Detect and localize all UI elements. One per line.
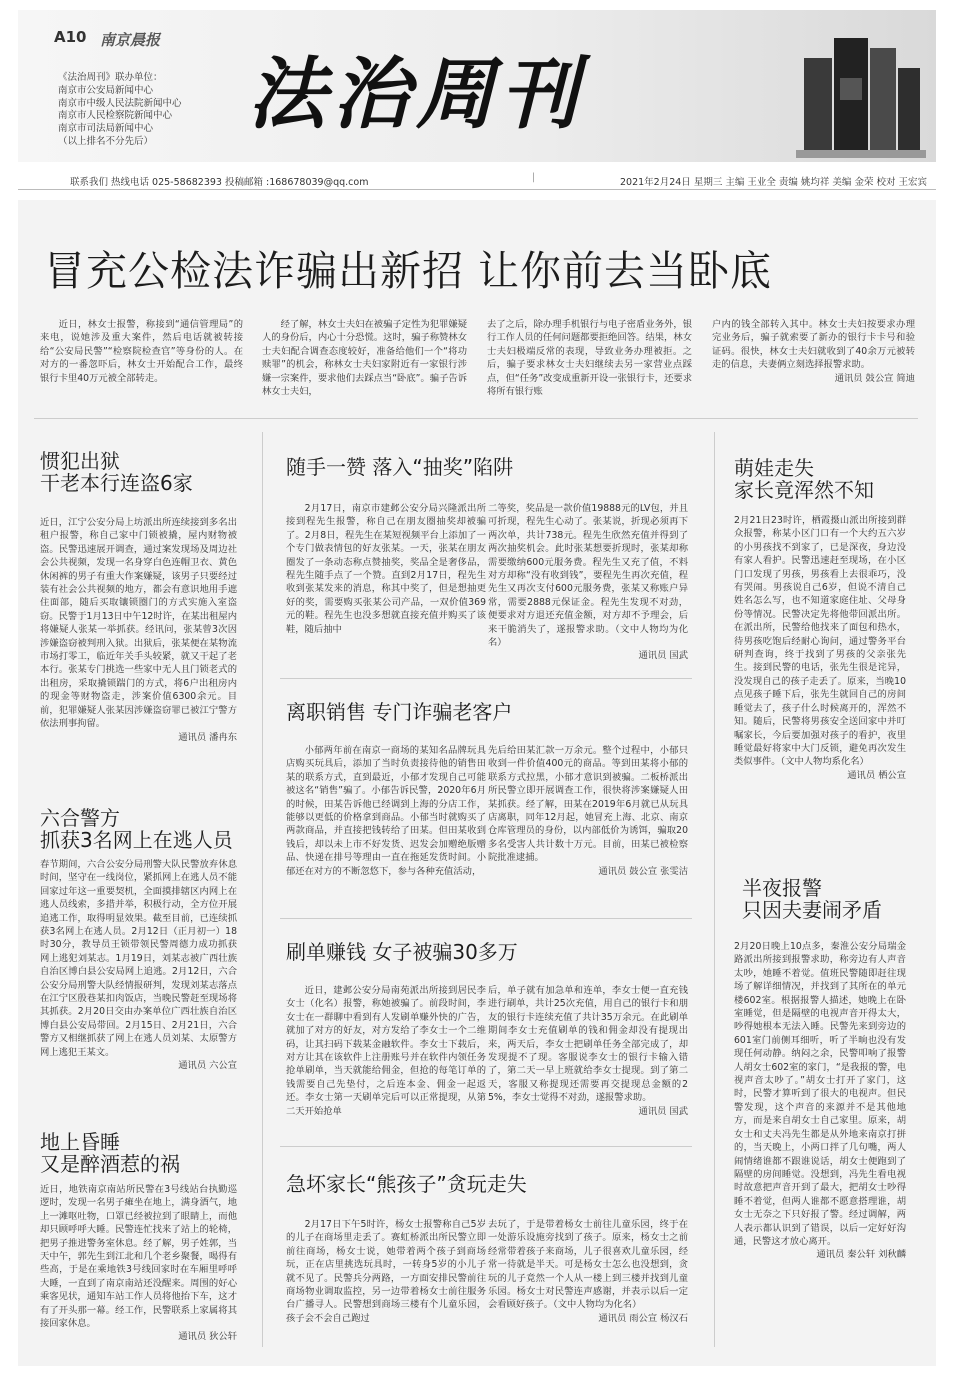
sponsor-list	[58, 72, 258, 149]
law-books-illustration-icon	[796, 18, 926, 158]
article-headline: 萌娃走失	[734, 456, 814, 480]
article-subheadline: 又是醉酒惹的祸	[40, 1152, 180, 1176]
article-headline: 离职销售 专门诈骗老客户	[286, 700, 513, 724]
article-body-col2	[488, 502, 688, 664]
main-headline: 冒充公检法诈骗出新招 让你前去当卧底	[44, 247, 773, 295]
issue-meta: 2021年2月24日 星期三 主编 王业全 责编 姚均祥 美编 金荣 校对 王宏宾	[620, 177, 927, 188]
sponsor-line: 《法治周刊》联办单位：	[58, 72, 163, 83]
article-body	[40, 858, 237, 1102]
byline: 通讯员 雨公宣 杨汉石	[598, 1312, 688, 1324]
article-text: 去玩了，于是带着杨女士前往儿童乐园，终于在一处游乐设施旁找到了孩子。原来，杨女士之前经常带着孩子来商场，儿子很喜欢儿童乐园，经常一待就是半天。可是杨女士怎么也没想到，贪玩的儿子竟然一个人从一楼上到三楼并找到儿童乐园。杨女士对民警连声感谢，并表示以后一定会看顾好孩子。（文中人物均为化名）	[488, 1219, 688, 1311]
byline: 通讯员 鼓公宣 简迪	[834, 372, 915, 384]
article-divider	[280, 1146, 692, 1147]
article-headline: 六合警方	[40, 806, 120, 830]
main-article-col3: 去了之后，除办理手机银行与电子密盾业务外，银行工作人员的任何问题都要拒绝回答。结果，林女士夫妇极端反常的表现，导致业务办理被拒。之后，骗子要求林女士夫妇继续去另一家营业点踩点，但“任务”改变成重新开设一张银行卡，还要求将所有银行账	[487, 319, 692, 398]
article-text: 二等奖，奖品是一款价值19888元的LV包，并且可折现，程先生心动了。张某说，折现必须再下两次单，共计738元。程先生欣然充值并得到了两次抽奖机会。此时张某想要折现时，张某却称需要缴纳600元服务费。程先生又充了值，不料对方却称“没有收到钱”，要程先生再次充值，程先生又再次支付600元服务费，张某又称账户异常，需要2888元保证金。程先生发现不对劲，便要求对方退还充值金额，对方却不予理会，后来干脆消失了，遂报警求助。（文中人物均为化名）	[488, 503, 688, 649]
paper-name-logo: 南京晨报	[100, 31, 161, 49]
article-body-col2	[488, 984, 688, 1134]
article-headline: 刷单赚钱 女子被骗30多万	[286, 940, 518, 964]
section-divider	[34, 418, 918, 419]
column-divider	[714, 432, 715, 1347]
article-body-col1: 近日，建邺公安分局南苑派出所接到居民李女士（化名）报警，称她被骗了。前段时间，李女士在一群聊中看到有人发刷单赚外快的广告，就加了对方的好友，对方发给了李女士一个二维码，让其扫码下载某金融软件。李女士下载后，对方让其在该软件上注册账号并在软件内领任务抢单刷单，当天就能给佣金，但抢的每笔订单的钱需要自己先垫付，之后连本金、佣金一起返还。李女士第一天刷单完后可以正常提现，从第二天开始抢单	[286, 985, 486, 1117]
article-body-col1: 小郁两年前在南京一商场的某知名品牌玩具店购买玩具后，添加了当时负责接待他的销售田某的联系方式，直到最近，小郁才发现自己可能被这名“销售”骗了。小郁告诉民警，2020年6月的时候，田某告诉他已经调到上海的分店工作，能够以更低的价格拿到商品。小郁当时就购买了两款商品，并直接把钱转给了田某。但田某收到钱后，却以未上市不好发货、迟发会加赠绝版赠品、快递在排号等理由一直在拖延发货时间。小郁还在对方的不断忽悠下，参与各种充值活动，	[286, 745, 486, 877]
main-article-col1: 近日，林女士报警，称接到“通信管理局”的来电，说她涉及重大案件，然后电话就被转接给“公安局民警”“检察院检查官”等身份的人。在对方的一番忽吓后，林女士开始配合工作，最终银行卡里40万元被全部转走。	[40, 319, 243, 384]
article-body	[40, 1183, 237, 1345]
main-article-col2: 经了解，林女士夫妇在被骗子定性为犯罪嫌疑人的身份后，内心十分恐慌。这时，骗子称赞林女士夫妇配合调查态度较好，准备给他们一个“将功赎罪”的机会，称林女士夫妇家附近有一家银行涉嫌一宗案件，要求他们去踩点当“卧底”。骗子告诉林女士夫妇，	[262, 319, 467, 398]
article-headline: 半夜报警	[742, 876, 822, 900]
article-divider	[280, 918, 692, 919]
byline: 通讯员 国武	[638, 650, 688, 662]
article-body-col2	[488, 744, 688, 906]
sponsor-line: 南京市司法局新闻中心	[58, 123, 154, 135]
article-text: 先后给田某汇款一万余元。整个过程中，小郁只收到一件价值400元的商品。等到田某将小郁的联系方式拉黑，小郁才意识到被骗。二板桥派出所民警立即开展调查工作，很快将涉案嫌疑人田某抓获。经了解，田某在2019年6月就已从玩具店离职，同年12月起，她冒充上海、北京、南京仓库管理员的身份，以内部低价为诱饵，骗取20多名受害人共计数十万元。目前，田某已被检察院批准逮捕。	[488, 745, 688, 864]
sponsor-line: 南京市中级人民法院新闻中心	[58, 97, 182, 109]
sponsor-line: 南京市人民检察院新闻中心	[58, 110, 173, 122]
info-bar	[18, 170, 936, 190]
article-text: 2月20日晚上10点多，秦淮公安分局瑞金路派出所接到报警求助，称旁边有人声音太吵，她睡不着觉。值班民警随即赶往现场了解详细情况，并找到了其所在的单元楼602室。根据报警人描述，她晚上在卧室睡觉，但是隔壁的电视声音开得太大，吵得她根本无法入睡。民警先来到旁边的601室门前侧耳细听，听了半晌也没有发现任何动静。纳闷之余，民警叩响了报警人胡女士602室的家门，“是我报的警，电视声音太吵了。”胡女士打开了家门，这时，民警才算听到了很大的电视声。但民警发现，这个声音的来源并不是其他地方，而是来自胡女士自己家里。原来，胡女士和丈夫冯先生都是从外地来南京打拼的，当天晚上，小两口拌了几句嘴，两人闹情绪谁都不跟谁说话，胡女士便跑到了隔壁的房间睡觉。没想到，冯先生看电视时故意把声音开到了最大，把胡女士吵得睡不着觉，但两人谁都不愿意搭理谁，胡女士无奈之下只好报了警。经过调解，两人表示都认识到了错误，以后一定好好沟通，民警这才放心离开。	[734, 941, 906, 1247]
article-headline: 惯犯出狱	[40, 449, 120, 473]
article-divider	[280, 678, 692, 679]
page-number: A10	[54, 28, 87, 46]
contact-info: 联系我们 热线电话 025-58682393 投稿邮箱 :168678039@qq.com	[70, 177, 369, 188]
article-headline: 随手一赞 落入“抽奖”陷阱	[286, 455, 514, 479]
byline: 通讯员 潘冉东	[178, 731, 237, 743]
article-subheadline: 只因夫妻闹矛盾	[742, 898, 882, 922]
sponsor-line: 南京市公安局新闻中心	[58, 84, 154, 96]
column-divider	[262, 432, 263, 1347]
byline: 通讯员 鼓公宣 张雯洁	[598, 865, 688, 877]
article-text: 春节期间，六合公安分局刑警大队民警放弃休息时间，坚守在一线岗位，紧抓网上在逃人员不能回家过年这一重要契机，全面摸排辖区内网上在逃人员线索，多措并举，积极行动，全方位开展追逃工作，取得明显效果。截至目前，已连续抓获3名网上在逃人员。2月12日（正月初一）18时30分，教导员王锁带领民警周德力成功抓获网上逃犯刘某志。1月19日，刘某志被广西壮族自治区博白县公安局网上追逃。2月12日，六合公安分局刑警大队经情报研判，发现刘某志落点在江宁区殷巷某扣肉饭店，当晚民警赶至现场将其抓获。2月20日交由办案单位广西壮族自治区博白县公安局带回。2月15日、2月21日，六合警方又相继抓获了网上在逃人员刘某、太原警方网上逃犯王某文。	[40, 859, 237, 1058]
byline: 通讯员 栖公宣	[847, 769, 906, 781]
byline: 通讯员 狄公轩	[178, 1331, 237, 1343]
article-text: 2月21日23时许，栖霞摄山派出所接到群众报警，称某小区门口有一个大约五六岁的小男孩找不到家了，已是深夜，身边没有家人看护。民警迅速赶至现场，在小区门口发现了男孩，男孩看上去很乖巧，没有哭闹。男孩说自己6岁，但说不清自己姓名怎么写，也不知道家庭住址、父母身份等情况。民警决定先将他带回派出所。在派出所，民警给他找来了面包和热水，待男孩吃饱后经耐心询问，通过警务平台研判查询，终于找到了男孩的父亲张先生。接到民警的电话，张先生很是诧异，没发现自己的孩子走丢了。原来，当晚10点见孩子睡下后，张先生就回自己的房间睡觉去了，孩子什么时候离开的，浑然不知。随后，民警将男孩安全送回家中并叮嘱家长，今后要加强对孩子的看护，夜里睡觉最好将家中大门反锁，避免再次发生类似事件。（文中人物均系化名）	[734, 515, 906, 768]
article-subheadline: 抓获3名网上在逃人员	[40, 828, 233, 852]
article-body-col1: 2月17日下午5时许，杨女士报警称自己5岁的儿子在商场里走丢了。赛虹桥派出所民警立即前往商场，杨女士说，她带着两个孩子到商场玩，正在店里挑选玩具时，一转身5岁的小儿子就不见了。民警兵分两路，一方面安排民警前往商场物业调取监控，另一边带着杨女士前往服务台广播寻人。民警想到商场三楼有个儿童乐园，孩子会不会自己跑过	[286, 1219, 486, 1324]
article-body	[40, 516, 237, 768]
sponsor-line: （以上排名不分先后）	[58, 135, 154, 147]
article-body-col2	[488, 1218, 688, 1344]
byline: 通讯员 六公宣	[178, 1060, 237, 1072]
main-article-col4	[712, 318, 915, 402]
article-text: 近日，地铁南京南站所民警在3号线站台执勤巡逻时，发现一名男子瘫坐在地上，满身酒气，地上一滩呕吐物，口罩已经被拉到了眼睛上，而他却只顾呼呼大睡。民警连忙找来了站上的轮椅，把男子推进警务室休息。经了解，男子姓郭，当天中午，郭先生到江北和几个老乡聚餐，喝得有些高，于是在乘地铁3号线回家时在车厢里呼呼大睡，一直到了南京南站还没醒来。周围的好心乘客见状，通知车站工作人员将他抬下车，这才有了开头那一幕。经工作，民警联系上家属将其接回家休息。	[40, 1184, 237, 1330]
info-separator: |	[532, 172, 536, 183]
article-body-col1: 2月17日，南京市建邺公安分局兴隆派出所接到程先生报警，称自己在朋友圈抽奖却被骗了。2月8日，程先生在某短视频平台上添加了一个专门做表情包的好友张某。一天，张某在朋友圈发了一条动态称点赞抽奖，奖品全是奢侈品，程先生随手点了一个赞。直到2月17日，程先生收到张某发来的消息，称其中奖了，但是想抽更好的奖，需要购买张某公司产品，一双价值369元的鞋。程先生也没多想就直接充值并购买了该鞋，随后抽中	[286, 503, 486, 635]
byline: 通讯员 国武	[638, 1105, 688, 1117]
article-subheadline: 家长竟浑然不知	[734, 478, 874, 502]
byline: 通讯员 秦公轩 刘秋麟	[816, 1249, 906, 1261]
article-headline: 地上昏睡	[40, 1130, 120, 1154]
article-text: 近日，江宁公安分局上坊派出所连续接到多名出租户报警，称自己家中门锁被撬，屋内财物被盗。民警迅速展开调查，通过案发现场及周边社会公共视频，发现一名身穿白色连帽卫衣、黄色休闲裤的男子有重大作案嫌疑，该男子只要经过装有社会公共视频的地方，都会有意识地用手遮住面部，随后买取镶锁圈门的方式实施入室盗窃。民警于1月13日中午12时许，在某出租屋内将嫌疑人张某一举抓获。经讯问，张某曾3次因涉嫌盗窃被判刑入狱。出狱后，张某便在某物流市场打零工，临近年关手头较紧，就又干起了老本行。张某专门挑选一些家中无人且门锁老式的出租房，采取撬锁踹门的方式，将6户出租房内的现金等财物盗走，涉案价值6300余元。目前，犯罪嫌疑人张某因涉嫌盗窃罪已被江宁警方依法刑事拘留。	[40, 517, 237, 730]
article-text: 后，单子就有加急单和连单，李女士便一直充钱进行刷单，共计25次充值，用自己的银行卡和朋友的银行卡连续充值了共计35万余元。在此刷单期间李女士充值刷单的钱和佣金却没有提现出来，两天后，李女士把刷单任务全部完成了，却发现提不了现。客服说李女士的银行卡输入错了，第二天一早上班就给李女士提现。到了第二天，客服又称提现还需要再交提现总金额的25%，李女士觉得不对劲，遂报警求助。	[488, 985, 688, 1104]
article-body	[734, 514, 906, 850]
main-article-col4-text: 户内的钱全部转入其中。林女士夫妇按要求办理完业务后，骗子就索要了新办的银行卡卡号和验证码。很快，林女士夫妇就收到了40余万元被转走的信息，夫妻俩立刻选择报警求助。	[712, 319, 915, 371]
article-subheadline: 干老本行连盗6家	[40, 471, 193, 495]
article-body	[734, 940, 906, 1345]
masthead	[18, 10, 936, 162]
column-title: 法治周刊	[248, 49, 585, 140]
article-headline: 急坏家长“熊孩子”贪玩走失	[286, 1172, 527, 1196]
